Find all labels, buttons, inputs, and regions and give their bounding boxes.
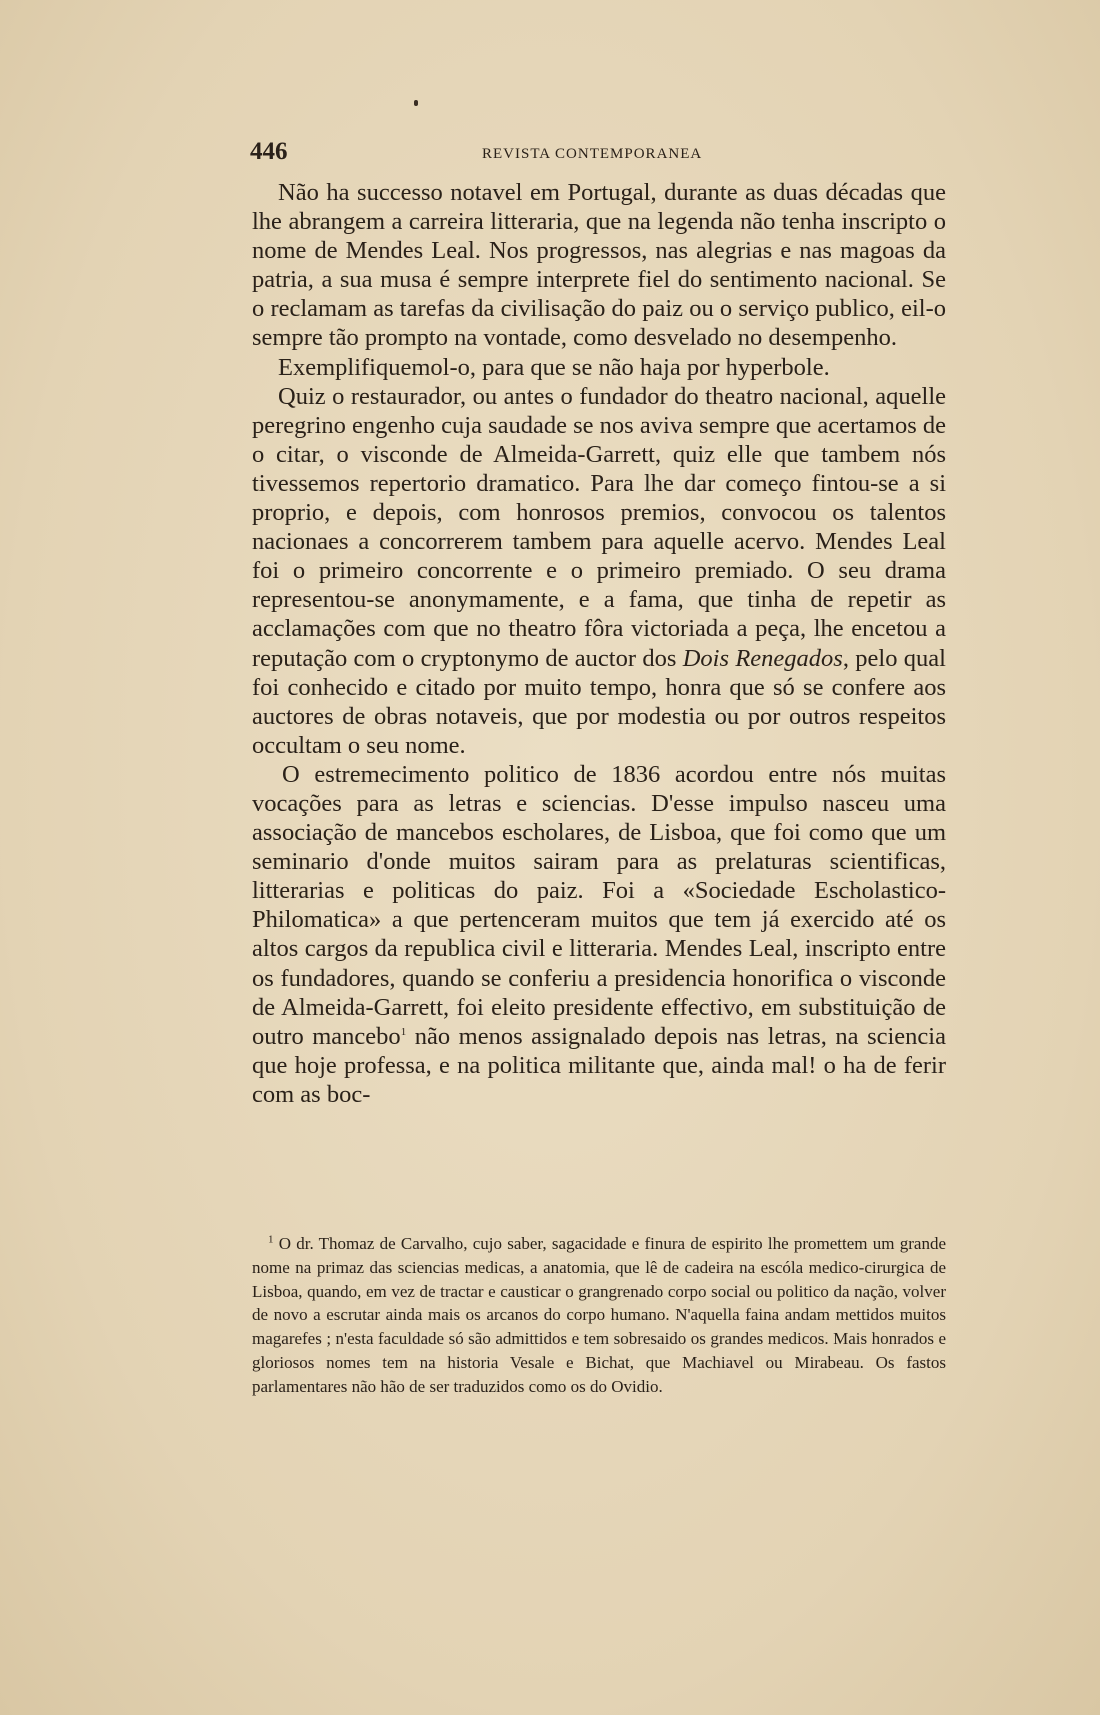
paragraph: [252, 382, 946, 760]
footnote: [252, 1232, 946, 1399]
paragraph-text: O estremecimento politico de 1836 acordou entre nós muitas vocações para as letras e sciencias. D'esse impulso nasceu uma associação de mancebos escholares, de Lisboa, que foi como que um seminario d'onde muitos sairam para as prelaturas scientificas, litterarias e politicas do paiz. Foi a «Sociedade Escholastico-Philomatica» a que pertenceram muitos que tem já exercido até os altos cargos da republica civil e litteraria. Mendes Leal, inscripto entre os fundadores, quando se conferiu a presidencia honorifica o visconde de Almeida-Garrett, foi eleito presidente effectivo, em substituição de outro mancebo: [252, 760, 946, 1050]
paragraph-text: não menos assignalado depois nas letras, na sciencia que hoje professa, e na politica militante que, ainda mal! o ha de ferir com as boc-: [252, 1022, 946, 1108]
page-number: 446: [250, 138, 288, 165]
footnote-marker: 1: [268, 1233, 274, 1246]
paragraph: Não ha successo notavel em Portugal, durante as duas décadas que lhe abrangem a carreira litteraria, que na legenda não tenha inscripto o nome de Mendes Leal. Nos progressos, nas alegrias e nas magoas da patria, a sua musa é sempre interprete fiel do sentimento nacional. Se o reclamam as tarefas da civilisação do paiz ou o serviço publico, eil-o sempre tão prompto na vontade, como desvelado no desempenho.: [252, 179, 946, 352]
footnotes: [252, 1232, 946, 1399]
work-title: Dois Renegados: [682, 644, 843, 672]
paragraph: [252, 760, 946, 1109]
running-title: REVISTA CONTEMPORANEA: [482, 146, 703, 162]
paragraph: Exemplifiquemol-o, para que se não haja por hyperbole.: [278, 353, 830, 381]
page-header: [250, 138, 950, 172]
main-text: [252, 178, 946, 1109]
footnote-reference: 1: [400, 1025, 407, 1038]
ink-speck: [414, 100, 418, 106]
paragraph-text: , pelo qual foi conhecido e citado por muito tempo, honra que só se confere aos auctores de obras notaveis, que por modestia ou por outros respeitos occultam o seu nome.: [252, 644, 946, 759]
paragraph-text: Quiz o restaurador, ou antes o fundador do theatro nacional, aquelle peregrino engenho cuja saudade se nos aviva sempre que acertamos de o citar, o visconde de Almeida-Garrett, quiz elle que tambem nós tivessemos repertorio dramatico. Para lhe dar começo fintou-se a si proprio, e depois, com honrosos premios, convocou os talentos nacionaes a concorrerem tambem para aquelle acervo. Mendes Leal foi o primeiro concorrente e o primeiro premiado. O seu drama representou-se anonymamente, e a fama, que tinha de repetir as acclamações com que no theatro fôra victoriada a peça, lhe encetou a reputação com o cryptonymo de auctor dos: [252, 382, 946, 672]
footnote-text: O dr. Thomaz de Carvalho, cujo saber, sagacidade e finura de espirito lhe promettem um grande nome na primaz das sciencias medicas, a anatomia, que lê de cadeira na escóla medico-cirurgica de Lisboa, quando, em vez de tractar e causticar o grangrenado corpo social ou politico da nação, volver de novo a escrutar ainda mais os arcanos do corpo humano. N'aquella faina andam mettidos muitos magarefes ; n'esta faculdade só são admittidos e tem sobresaido os grandes medicos. Mais honrados e gloriosos nomes tem na historia Vesale e Bichat, que Machiavel ou Mirabeau. Os fastos parlamentares não hão de ser traduzidos como os do Ovidio.: [252, 1234, 946, 1396]
